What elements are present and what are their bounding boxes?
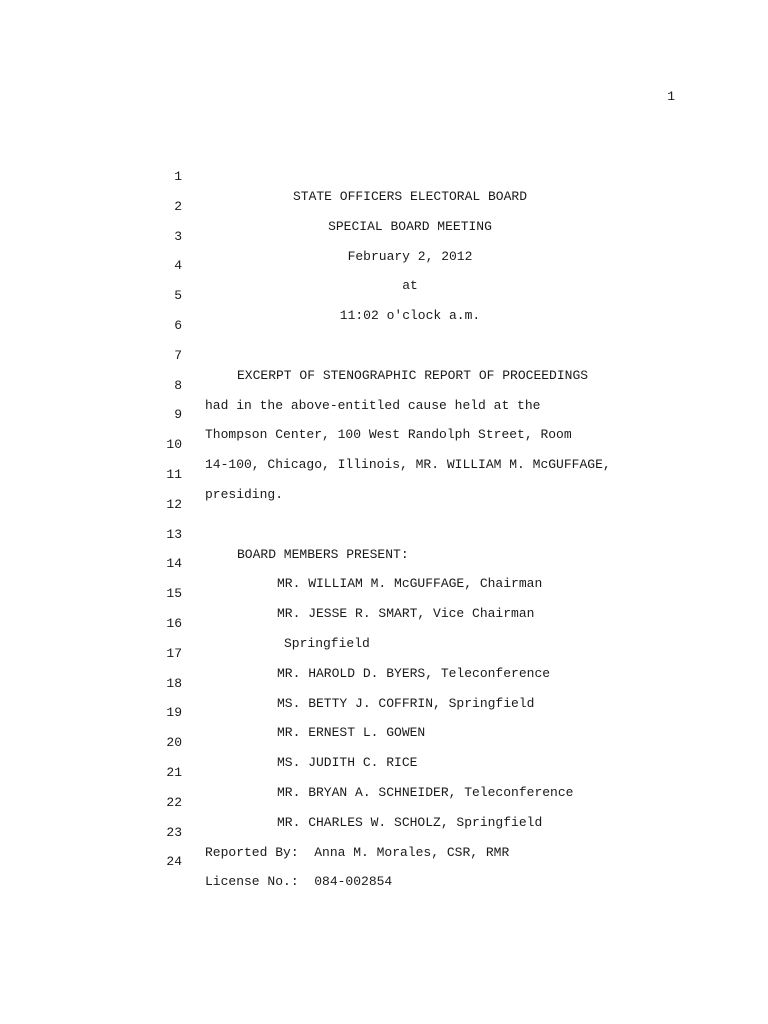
transcript-line	[0, 177, 768, 234]
line-number: 15	[166, 586, 182, 602]
transcript-line	[0, 236, 768, 294]
line-text: MS. JUDITH C. RICE	[277, 755, 418, 771]
line-text: had in the above-entitled cause held at the	[205, 397, 541, 413]
transcript-line	[0, 266, 768, 324]
transcript-line	[0, 356, 768, 413]
transcript-line	[0, 445, 768, 502]
line-number: 17	[166, 645, 182, 661]
line-text: License No.: 084-002854	[205, 874, 393, 890]
line-number: 19	[166, 705, 182, 721]
line-number: 23	[166, 824, 182, 840]
transcript-line	[0, 207, 768, 264]
line-number: 22	[166, 794, 182, 810]
line-number: 12	[166, 496, 182, 512]
transcript-line	[0, 773, 768, 830]
line-number: 5	[174, 288, 182, 304]
line-number: 24	[166, 854, 182, 870]
page-number: 1	[667, 89, 675, 104]
transcript-line	[0, 683, 768, 741]
line-number: 1	[174, 169, 182, 184]
line-text: MR. HAROLD D. BYERS, Teleconference	[277, 665, 551, 681]
transcript-line	[0, 832, 768, 890]
line-text: Springfield	[284, 635, 370, 651]
line-text: MR. WILLIAM M. McGUFFAGE, Chairman	[277, 576, 543, 592]
transcript-line	[0, 624, 768, 681]
line-number: 20	[166, 735, 182, 751]
line-number: 14	[166, 556, 182, 572]
line-text: 11:02 o'clock a.m.	[339, 308, 481, 324]
line-number: 16	[166, 615, 182, 631]
line-number: 18	[166, 675, 182, 691]
line-number: 7	[174, 347, 182, 363]
line-number: 6	[174, 317, 182, 333]
transcript-line	[0, 564, 768, 622]
transcript-line	[0, 654, 768, 711]
line-number: 9	[174, 407, 182, 423]
line-number: 10	[166, 437, 182, 453]
line-number: 8	[174, 377, 182, 393]
line-text: MR. CHARLES W. SCHOLZ, Springfield	[277, 814, 543, 830]
transcript-line	[0, 803, 768, 860]
line-text: 14-100, Chicago, Illinois, MR. WILLIAM M. McGUFFAGE,	[205, 457, 611, 473]
transcript-line	[0, 415, 768, 473]
line-text: MR. JESSE R. SMART, Vice Chairman	[277, 606, 535, 622]
line-text: MR. ERNEST L. GOWEN	[277, 725, 426, 741]
line-text: STATE OFFICERS ELECTORAL BOARD	[292, 189, 528, 204]
line-number: 11	[166, 466, 182, 482]
transcript-line	[0, 743, 768, 800]
transcript-body	[0, 147, 768, 890]
line-text: MR. BRYAN A. SCHNEIDER, Teleconference	[277, 784, 574, 800]
line-text: February 2, 2012	[347, 248, 473, 264]
line-number: 2	[174, 198, 182, 214]
transcript-line	[0, 475, 768, 512]
line-text: MS. BETTY J. COFFRIN, Springfield	[277, 695, 535, 711]
line-text: Reported By: Anna M. Morales, CSR, RMR	[205, 844, 510, 860]
line-text: BOARD MEMBERS PRESENT:	[237, 546, 409, 562]
transcript-line	[0, 326, 768, 383]
line-text: Thompson Center, 100 West Randolph Street, Room	[205, 427, 572, 443]
line-number: 13	[166, 526, 182, 542]
transcript-line	[0, 534, 768, 592]
transcript-line	[0, 147, 768, 204]
line-number: 4	[174, 258, 182, 274]
line-number: 21	[166, 764, 182, 780]
line-number: 3	[174, 228, 182, 244]
line-text: SPECIAL BOARD MEETING	[328, 218, 492, 234]
transcript-line	[0, 296, 768, 333]
transcript-line	[0, 505, 768, 562]
line-text: at	[402, 278, 418, 294]
transcript-line	[0, 594, 768, 651]
line-text: presiding.	[205, 486, 284, 502]
transcript-line	[0, 713, 768, 771]
transcript-line	[0, 385, 768, 443]
line-text: EXCERPT OF STENOGRAPHIC REPORT OF PROCEEDINGS	[237, 367, 589, 383]
